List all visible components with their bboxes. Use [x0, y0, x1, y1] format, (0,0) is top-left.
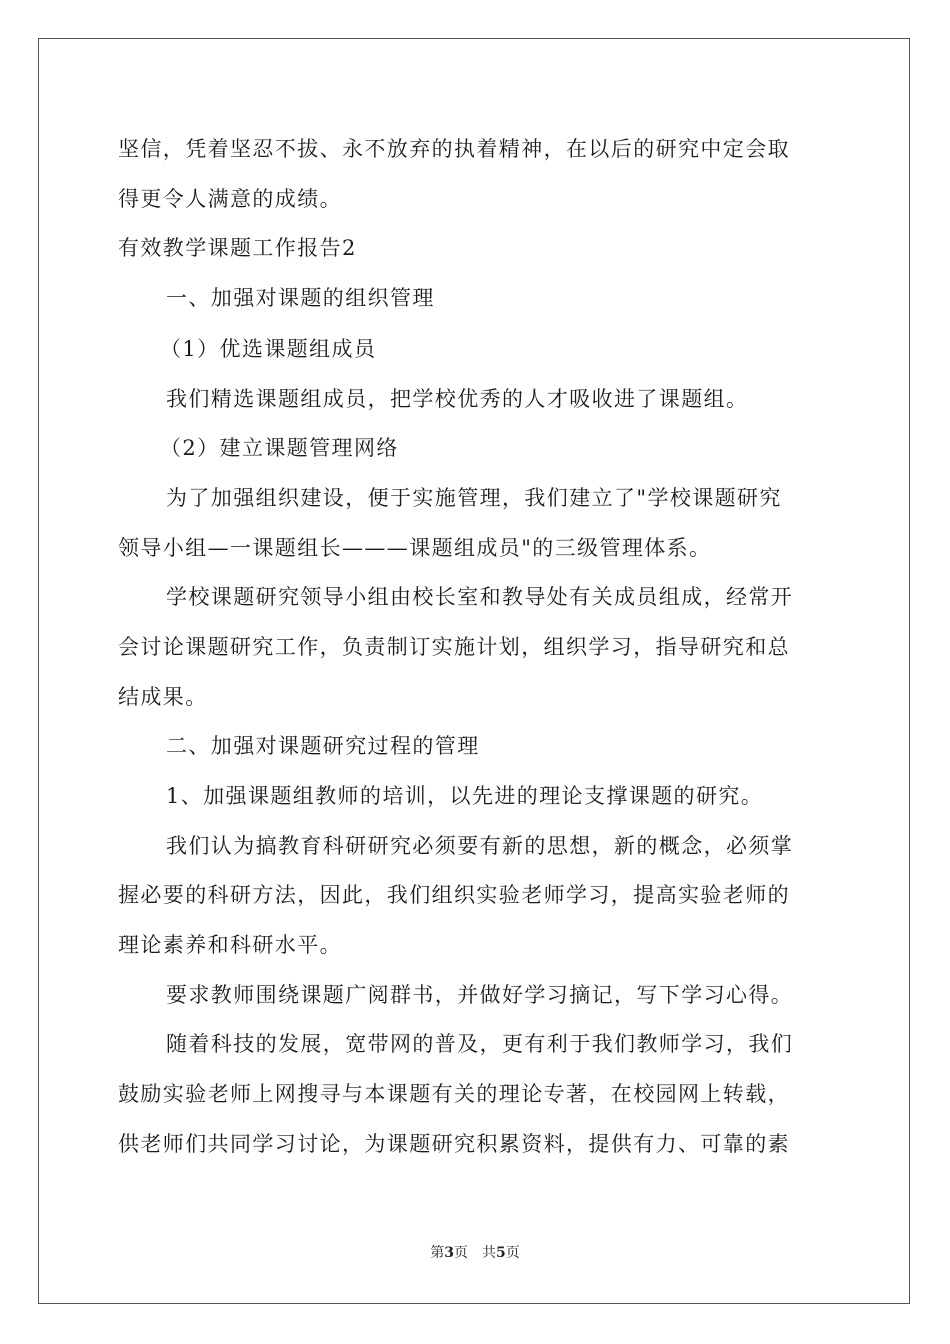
paragraph-line: 要求教师围绕课题广阅群书，并做好学习摘记，写下学习心得。 — [166, 983, 794, 1007]
page-footer — [0, 1243, 950, 1263]
page-border — [38, 38, 910, 1304]
text-line: 得更令人满意的成绩。 — [118, 187, 342, 211]
paragraph-line: 我们认为搞教育科研研究必须要有新的思想，新的概念，必须掌 — [166, 834, 794, 858]
paragraph-line: 结成果。 — [118, 685, 208, 709]
section-title: 有效教学课题工作报告2 — [118, 236, 357, 260]
paragraph-line: 鼓励实验老师上网搜寻与本课题有关的理论专著，在校园网上转载， — [118, 1082, 790, 1106]
heading-2: 二、加强对课题研究过程的管理 — [166, 734, 480, 758]
page-current: 3 — [444, 1245, 454, 1261]
paragraph-line: 供老师们共同学习讨论，为课题研究积累资料，提供有力、可靠的素 — [118, 1132, 790, 1156]
text-line: 坚信，凭着坚忍不拔、永不放弃的执着精神，在以后的研究中定会取 — [118, 137, 790, 161]
paragraph-line: 我们精选课题组成员，把学校优秀的人才吸收进了课题组。 — [166, 387, 749, 411]
paragraph-line: 随着科技的发展，宽带网的普及，更有利于我们教师学习，我们 — [166, 1032, 794, 1056]
paragraph-line: 握必要的科研方法，因此，我们组织实验老师学习，提高实验老师的 — [118, 883, 790, 907]
paragraph-line: 理论素养和科研水平。 — [118, 933, 342, 957]
paragraph-line: 领导小组—一课题组长———课题组成员"的三级管理体系。 — [118, 536, 712, 560]
paragraph-line: 1、加强课题组教师的培训，以先进的理论支撑课题的研究。 — [166, 784, 764, 808]
paragraph-line: 会讨论课题研究工作，负责制订实施计划，组织学习，指导研究和总 — [118, 635, 790, 659]
paragraph-line: 为了加强组织建设，便于实施管理，我们建立了"学校课题研究 — [166, 486, 782, 510]
page-prefix: 第 — [430, 1245, 445, 1261]
page-mid: 页 共 — [454, 1245, 496, 1261]
subheading: （1）优选课题组成员 — [160, 337, 377, 361]
page-suffix: 页 — [505, 1245, 520, 1261]
paragraph-line: 学校课题研究领导小组由校长室和教导处有关成员组成，经常开 — [166, 585, 794, 609]
heading-1: 一、加强对课题的组织管理 — [166, 286, 435, 310]
page-total: 5 — [496, 1245, 506, 1261]
subheading: （2）建立课题管理网络 — [160, 436, 399, 460]
